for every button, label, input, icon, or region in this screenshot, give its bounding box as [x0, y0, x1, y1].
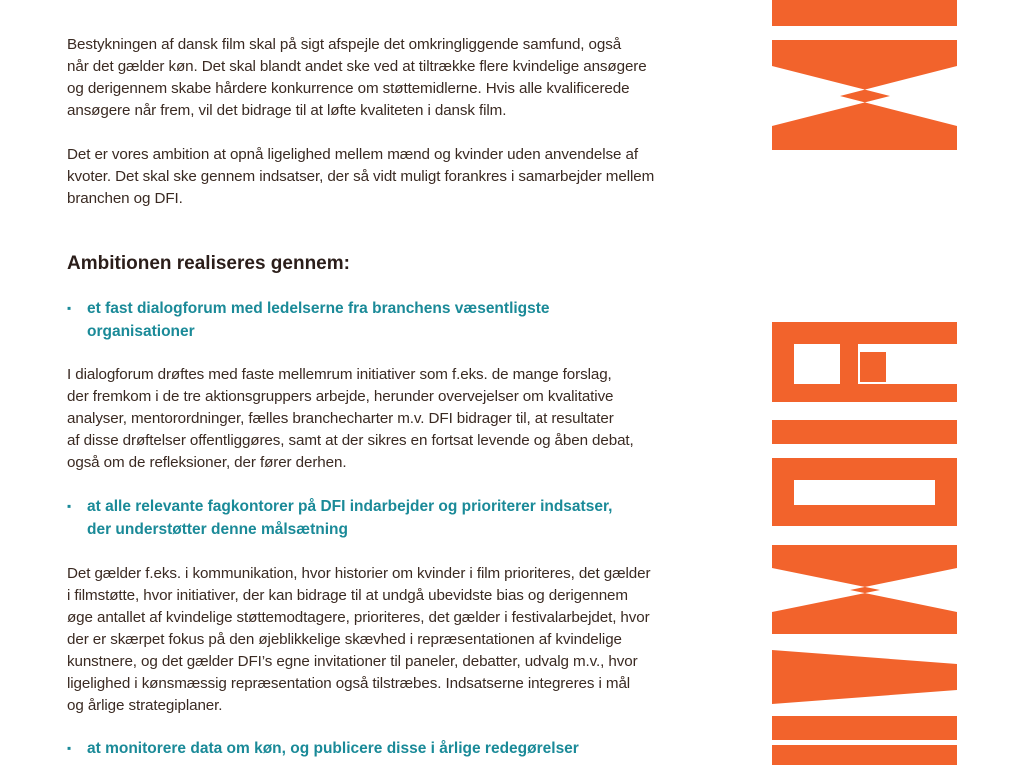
bullet-text-line: et fast dialogforum med ledelserne fra branchens væsentligste	[87, 300, 550, 317]
text-line: kunstnere, og det gælder DFI’s egne invitationer til paneler, debatter, udvalg m.v., hvor	[67, 653, 638, 670]
bullet-text-line: at alle relevante fagkontorer på DFI indarbejder og prioriterer indsatser,	[87, 498, 613, 515]
paragraph-examples	[67, 563, 650, 717]
text-line: kvoter. Det skal ske gennem indsatser, der så vidt muligt forankres i samarbejder mellem	[67, 168, 655, 185]
bullet-text-line: at monitorere data om køn, og publicere disse i årlige redegørelser	[87, 740, 579, 757]
title-letter-shapes	[772, 0, 957, 765]
text-line: ligelighed i kønsmæssig repræsentation også tilstræbes. Indsatserne integreres i mål	[67, 675, 631, 692]
text-line: og derigennem skabe hårdere konkurrence om støttemidlerne. Hvis alle kvalificerede	[67, 80, 630, 97]
bullet-marker-icon: ▪	[67, 301, 72, 315]
text-line: også om de refleksioner, der fører derhen.	[67, 454, 347, 471]
bullet-text-line: organisationer	[87, 323, 195, 340]
paragraph-intro	[67, 34, 647, 122]
text-line: Det gælder f.eks. i kommunikation, hvor historier om kvinder i film prioriteres, det gælder	[67, 565, 651, 582]
text-line: analyser, mentorordninger, fælles branchecharter m.v. DFI bidrager til, at resultater	[67, 410, 614, 427]
text-line: og årlige strategiplaner.	[67, 697, 223, 714]
bullet-text-line: der understøtter denne målsætning	[87, 521, 348, 538]
text-line: af disse drøftelser offentliggøres, samt at der sikres en fortsat levende og åben debat,	[67, 432, 634, 449]
text-line: ansøgere når frem, vil det bidrage til at løfte kvaliteten i dansk film.	[67, 102, 507, 119]
text-line: der fremkom i de tre aktionsgruppers arbejde, herunder overvejelser om kvalitative	[67, 388, 614, 405]
text-line: Bestykningen af dansk film skal på sigt afspejle det omkringliggende samfund, også	[67, 36, 622, 53]
section-heading: Ambitionen realiseres gennem:	[67, 253, 350, 274]
text-line: i filmstøtte, hvor initiativer, der kan bidrage til at undgå ubevidste bias og derigennem	[67, 587, 628, 604]
bullet-marker-icon: ▪	[67, 499, 72, 513]
vertical-title-graphic	[760, 0, 1020, 765]
bullet-marker-icon: ▪	[67, 741, 72, 755]
text-line: I dialogforum drøftes med faste mellemrum initiativer som f.eks. de mange forslag,	[67, 366, 612, 383]
text-line: når det gælder køn. Det skal blandt andet ske ved at tiltrække flere kvindelige ansøgere	[67, 58, 647, 75]
paragraph-ambition	[67, 144, 654, 210]
text-line: øge antallet af kvindelige støttemodtagere, prioriteres, det gælder i festivalarbejdet, hvor	[67, 609, 650, 626]
vertical-title-band	[760, 0, 1020, 765]
paragraph-dialogforum	[67, 364, 634, 474]
text-line: Det er vores ambition at opnå ligelighed mellem mænd og kvinder uden anvendelse af	[67, 146, 638, 163]
text-line: der er skærpet fokus på den øjeblikkelige skævhed i repræsentationen af kvindelige	[67, 631, 622, 648]
text-line: branchen og DFI.	[67, 190, 183, 207]
